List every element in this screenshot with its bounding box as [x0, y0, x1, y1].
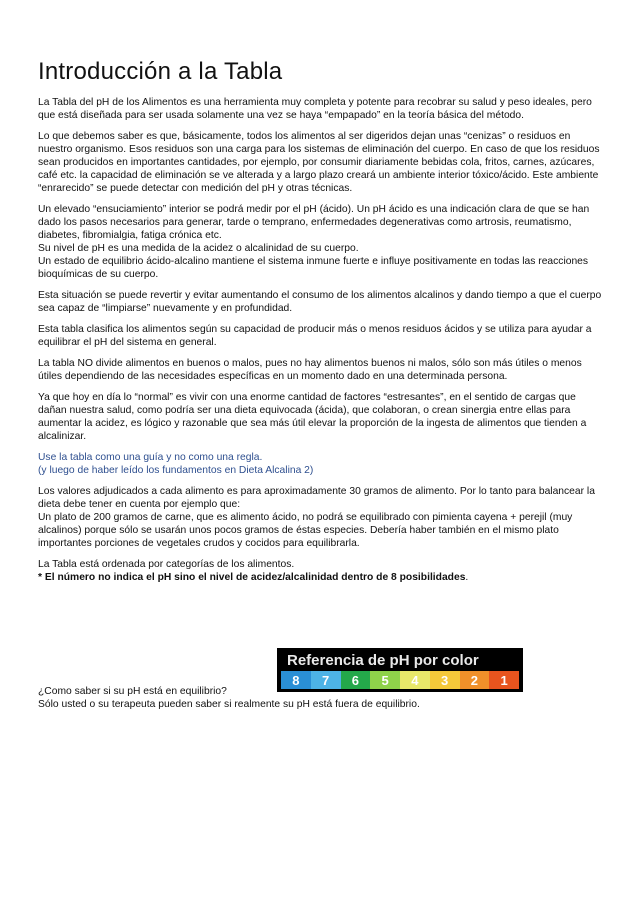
ph-scale-cell-4: 4	[400, 671, 430, 689]
guide-note	[38, 451, 603, 477]
ph-scale-cell-3: 3	[430, 671, 460, 689]
values-line-2: Un plato de 200 gramos de carne, que es alimento ácido, no podrá se equilibrado con pimienta cayena + perejil (muy alcalinos) porque sólo se usarán unos pocos gramos de éstas especies. Debería haber también en el mismo plato importantes porciones de vegetales crudos y cocidos para equilibrarla.	[38, 512, 573, 549]
ph-scale-cell-6: 6	[341, 671, 371, 689]
paragraph-residues: Lo que debemos saber es que, básicamente, todos los alimentos al ser digeridos dejan unas “cenizas” o residuos en nuestro organismo. Esos residuos son una carga para los sistemas de eliminación del cuerpo. En caso de que los residuos sean producidos en importantes cantidades, por ejemplo, por consumir diariamente bebidas cola, fritos, carnes, azúcares, café etc. la capacidad de eliminación se ve alterada y a largo plazo creará un ambiente interior tóxico/ácido. Este ambiente “enrarecido” se puede detectar con medición del pH y otras técnicas.	[38, 131, 600, 194]
paragraph-intro: La Tabla del pH de los Alimentos es una herramienta muy completa y potente para recobrar su salud y peso ideales, pero que está diseñada para ser usada solamente una vez se haya “empapado” en la teoría básica del método.	[38, 97, 592, 121]
paragraph-classify: Esta tabla clasifica los alimentos según su capacidad de producir más o menos residuos ácidos y se utiliza para ayudar a equilibrar el pH del sistema en general.	[38, 324, 592, 348]
paragraph-balance: Un estado de equilibrio ácido-alcalino mantiene el sistema inmune fuerte e influye positivamente en todas las reacciones bioquímicas de su cuerpo.	[38, 256, 589, 280]
values-note	[38, 485, 603, 550]
ph-scale-cell-5: 5	[370, 671, 400, 689]
answer-line: Sólo usted o su terapeuta pueden saber si realmente su pH está fuera de equilibrio.	[38, 699, 420, 710]
ph-scale-cell-7: 7	[311, 671, 341, 689]
equilibrium-question	[38, 685, 603, 711]
values-line-1: Los valores adjudicados a cada alimento es para aproximadamente 30 gramos de alimento. Por lo tanto para balancear la dieta debe tener en cuenta por ejemplo que:	[38, 486, 595, 510]
bold-note-end: .	[465, 572, 469, 583]
document-body	[38, 58, 603, 592]
bold-note: * El número no indica el pH sino el nivel de acidez/alcalinidad dentro de 8 posibilidades	[38, 572, 466, 583]
question-line: ¿Como saber si su pH está en equilibrio?	[38, 686, 227, 697]
page-title: Introducción a la Tabla	[38, 58, 283, 85]
guide-line-1: Use la tabla como una guía y no como una regla.	[38, 452, 263, 463]
paragraph-no-divide: La tabla NO divide alimentos en buenos o malos, pues no hay alimentos buenos ni malos, sólo son más útiles o menos útiles dependiendo de las necesidades específicas en un momento dado en una determinada persona.	[38, 358, 582, 382]
ph-scale-cell-1: 1	[489, 671, 519, 689]
paragraph-stress: Ya que hoy en día lo “normal” es vivir con una enorme cantidad de factores “estresantes”, en el sentido de cargas que dañan nuestra salud, como podría ser una dieta equivocada (ácida), que colaboran, o crean sinergia entre ellas para aumentar la acidez, es lógico y razonable que sea más útil elevar la proporción de la ingesta de alimentos que tienden a alcalinizar.	[38, 392, 587, 442]
ph-scale-cell-2: 2	[460, 671, 490, 689]
paragraph-revert: Esta situación se puede revertir y evitar aumentando el consumo de los alimentos alcalinos y dando tiempo a que el cuerpo sea capaz de “limpiarse” nuevamente y en profundidad.	[38, 290, 602, 314]
ph-scale-cell-8: 8	[281, 671, 311, 689]
guide-line-2: (y luego de haber leído los fundamentos en Dieta Alcalina 2)	[38, 465, 314, 476]
ordered-note	[38, 558, 603, 584]
paragraph-ph-level: Su nivel de pH es una medida de la acidez o alcalinidad de su cuerpo.	[38, 243, 359, 254]
ordered-line: La Tabla está ordenada por categorías de los alimentos.	[38, 559, 295, 570]
paragraph-acid: Un elevado “ensuciamiento” interior se podrá medir por el pH (ácido). Un pH ácido es una indicación clara de que se han dado los pasos necesarios para generar, tarde o temprano, enfermedades degenerativas como artrosis, reumatismo, diabetes, fibromialgia, fatiga crónica etc.	[38, 204, 590, 241]
ph-reference-title: Referencia de pH por color	[287, 652, 479, 669]
